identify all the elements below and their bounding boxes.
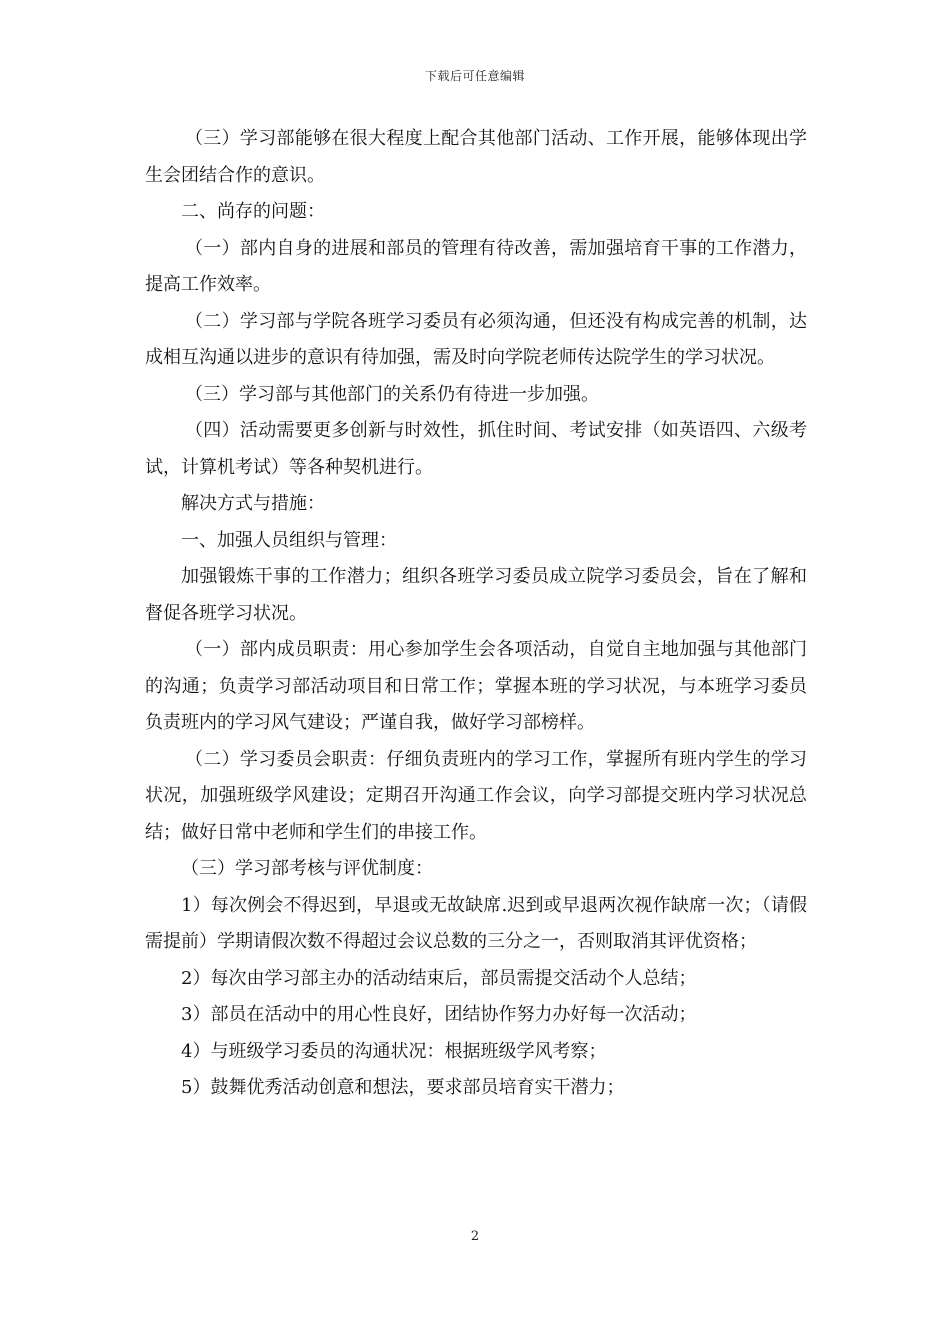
- section-heading: （三）学习部考核与评优制度：: [181, 858, 433, 879]
- paragraph: （三）学习部与其他部门的关系仍有待进一步加强。: [185, 383, 599, 405]
- list-item: 2）每次由学习部主办的活动结束后，部员需提交活动个人总结；: [181, 967, 697, 989]
- paragraph: （一）部内自身的进展和部员的管理有待改善，需加强培育干事的工作潜力，提高工作效率。: [145, 237, 807, 295]
- list-item: 3）部员在活动中的用心性良好，团结协作努力办好每一次活动；: [181, 1004, 697, 1025]
- page-header: 下载后可任意编辑: [424, 69, 525, 83]
- paragraph: 加强锻炼干事的工作潜力；组织各班学习委员成立院学习委员会，旨在了解和督促各班学习状况。: [145, 566, 807, 624]
- paragraph: （二）学习委员会职责：仔细负责班内的学习工作，掌握所有班内学生的学习状况，加强班级学风建设；定期召开沟通工作会议，向学习部提交班内学习状况总结；做好日常中老师和学生们的串接工作。: [145, 748, 807, 843]
- page-number: 2: [470, 1229, 480, 1244]
- paragraph: （一）部内成员职责：用心参加学生会各项活动，自觉自主地加强与其他部门的沟通；负责学习部活动项目和日常工作；掌握本班的学习状况，与本班学习委员负责班内的学习风气建设；严谨自我，做好学习部榜样。: [145, 639, 807, 733]
- list-item: 5）鼓舞优秀活动创意和想法，要求部员培育实干潜力；: [181, 1077, 625, 1098]
- section-heading: 一、加强人员组织与管理：: [181, 529, 397, 551]
- paragraph: （三）学习部能够在很大程度上配合其他部门活动、工作开展，能够体现出学生会团结合作的意识。: [145, 128, 807, 186]
- section-heading: 二、尚存的问题：: [181, 201, 325, 222]
- paragraph: （二）学习部与学院各班学习委员有必须沟通，但还没有构成完善的机制，达成相互沟通以进步的意识有待加强，需及时向学院老师传达院学生的学习状况。: [145, 310, 807, 368]
- paragraph: （四）活动需要更多创新与时效性，抓住时间、考试安排（如英语四、六级考试，计算机考试）等各种契机进行。: [145, 420, 807, 478]
- document-body: [145, 121, 807, 1107]
- list-item: 4）与班级学习委员的沟通状况：根据班级学风考察；: [181, 1040, 607, 1062]
- section-heading: 解决方式与措施：: [181, 493, 325, 514]
- list-item: 1）每次例会不得迟到，早退或无故缺席.迟到或早退两次视作缺席一次；（请假需提前）学期请假次数不得超过会议总数的三分之一，否则取消其评优资格；: [145, 894, 807, 952]
